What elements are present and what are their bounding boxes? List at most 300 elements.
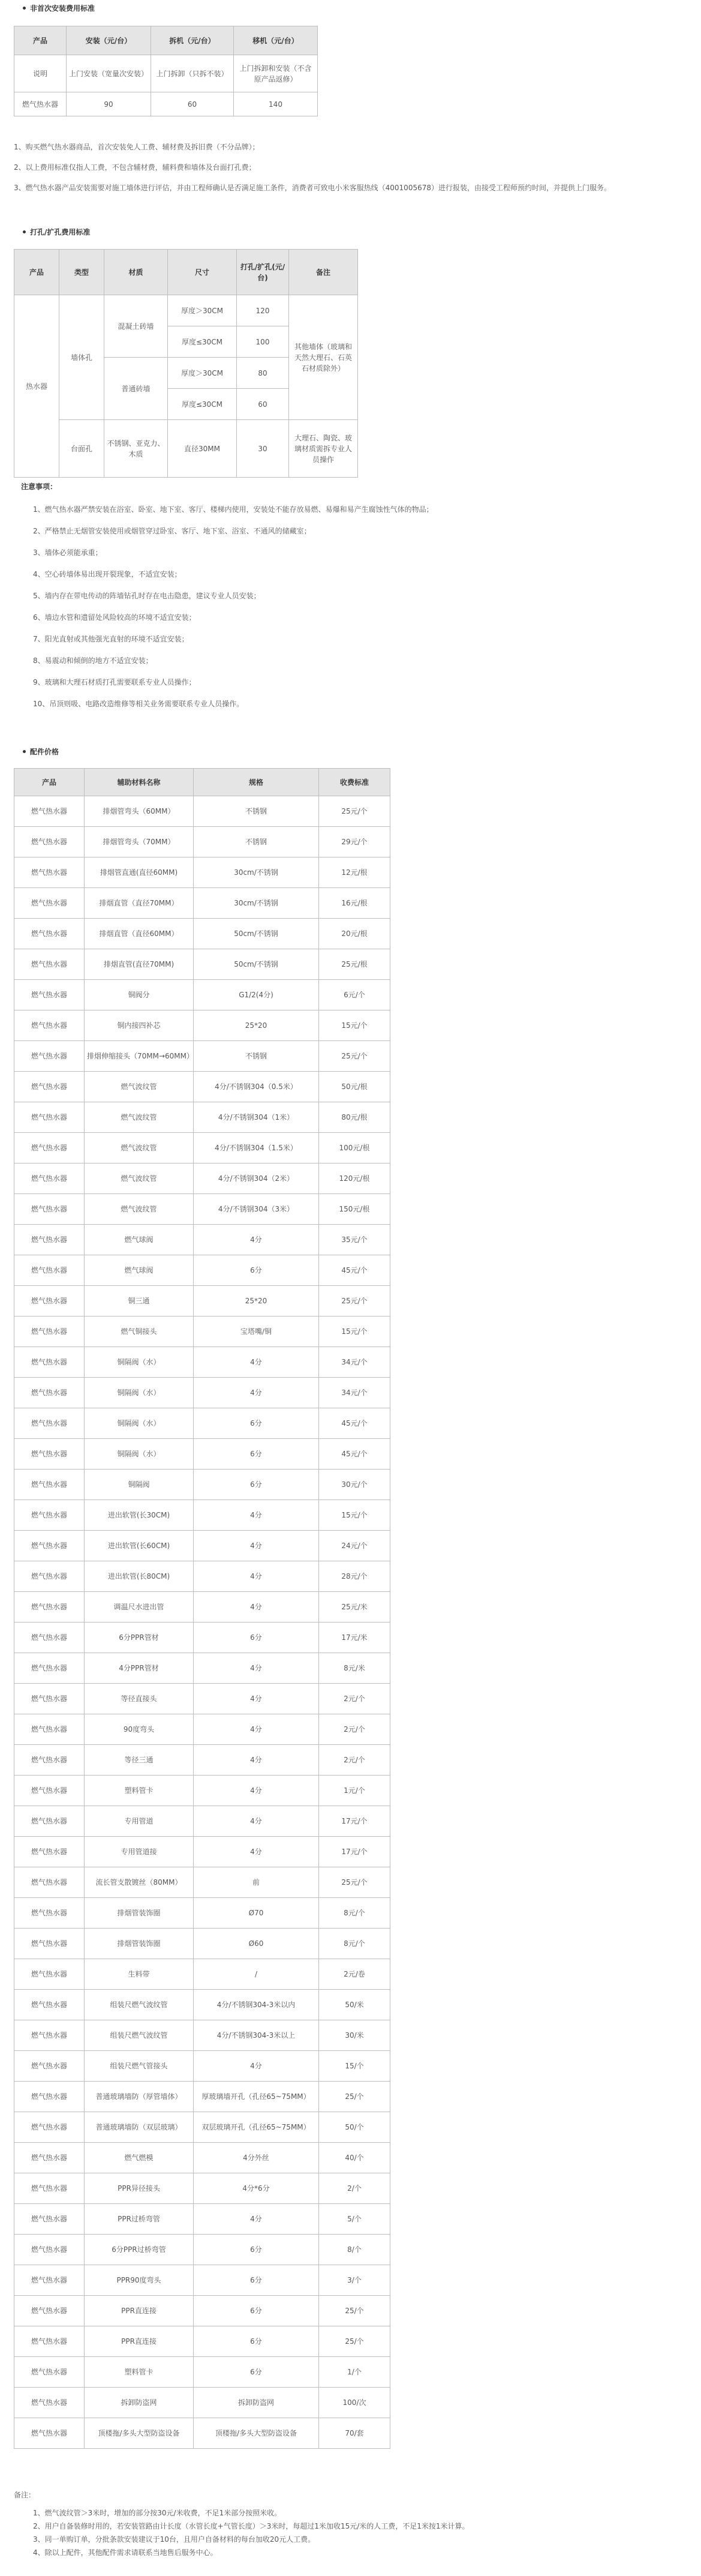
header-cell: 备注	[289, 250, 358, 295]
cell: 流长管支散镀丝（80MM）	[85, 1867, 194, 1898]
cell: 燃气热水器	[14, 1592, 85, 1623]
cell: Ø70	[194, 1898, 319, 1929]
cell: 燃气热水器	[14, 1470, 85, 1500]
table-row	[14, 1898, 390, 1929]
cell: PPR直连接	[85, 2326, 194, 2357]
cell: 8元/个	[319, 1929, 390, 1959]
cell: 顶楼拖/多头大型防盗设备	[85, 2418, 194, 2449]
table-row	[14, 92, 318, 116]
note-item: 1、购买燃气热水器商品，首次安装免人工费、辅材费及拆旧费（不分品牌）；	[14, 143, 260, 151]
notes2-list	[0, 504, 701, 709]
cell: 2元/个	[319, 1714, 390, 1745]
table-row	[14, 1408, 390, 1439]
cell: 120元/根	[319, 1163, 390, 1194]
cell: 燃气热水器	[14, 1745, 85, 1776]
table-row	[14, 1010, 390, 1041]
cell: 25元/根	[319, 949, 390, 980]
cell: 6分PPR管材	[85, 1623, 194, 1653]
cell: 4分	[194, 1500, 319, 1531]
notes3-title: 备注：	[14, 2491, 36, 2499]
cell: 燃气波纹管	[85, 1194, 194, 1225]
cell: 说明	[14, 55, 67, 92]
cell: 燃气热水器	[14, 2326, 85, 2357]
cell: 拆卸防盗网	[85, 2388, 194, 2418]
cell: 4分	[194, 1745, 319, 1776]
cell: 墙体孔	[59, 295, 104, 420]
cell: 20元/根	[319, 919, 390, 949]
cell: 铜隔阀（水）	[85, 1439, 194, 1470]
table-row	[14, 1317, 390, 1347]
cell: 燃气热水器	[14, 1255, 85, 1286]
cell: G1/2(4分)	[194, 980, 319, 1010]
cell: 燃气热水器	[14, 1837, 85, 1867]
cell: 燃气热水器	[14, 2388, 85, 2418]
table-row	[14, 1959, 390, 1990]
table-row	[14, 55, 318, 92]
table-row	[14, 980, 390, 1010]
list-item: 3、墙体必须能承重；	[33, 548, 103, 557]
notes2	[0, 481, 701, 709]
cell: 普通玻璃墙防（双层玻璃）	[85, 2112, 194, 2143]
table-row	[14, 1194, 390, 1225]
cell: 25元/个	[319, 1286, 390, 1317]
cell: 25元/个	[319, 796, 390, 827]
cell: 铜阀分	[85, 980, 194, 1010]
cell: 铜隔阀	[85, 1470, 194, 1500]
table-row	[14, 1806, 390, 1837]
cell: 25元/个	[319, 1041, 390, 1072]
table-row	[14, 1041, 390, 1072]
cell: 17元/个	[319, 1837, 390, 1867]
cell: 1/个	[319, 2357, 390, 2388]
cell: 燃气热水器	[14, 2143, 85, 2173]
header-cell: 移机（元/台）	[234, 26, 318, 55]
cell: 60	[151, 92, 234, 116]
cell: 燃气热水器	[14, 980, 85, 1010]
cell: 燃气热水器	[14, 1500, 85, 1531]
cell: 进出软管(长30CM)	[85, 1500, 194, 1531]
cell: 普通砖墙	[104, 358, 168, 420]
cell: 30	[237, 420, 289, 478]
table-row	[14, 1102, 390, 1133]
cell: 150元/根	[319, 1194, 390, 1225]
cell: 2元/个	[319, 1684, 390, 1714]
cell: 30cm/不锈钢	[194, 888, 319, 919]
cell: 4分外丝	[194, 2143, 319, 2173]
cell: 燃气波纹管	[85, 1133, 194, 1163]
cell: 等径直接头	[85, 1684, 194, 1714]
cell: 等径三通	[85, 1745, 194, 1776]
cell: 2/个	[319, 2173, 390, 2204]
table-row	[14, 1255, 390, 1286]
cell: 12元/根	[319, 857, 390, 888]
cell: 80	[237, 358, 289, 389]
cell: 双层玻璃开孔（孔径65~75MM）	[194, 2112, 319, 2143]
cell: 大理石、陶瓷、玻璃材质需拆专业人员操作	[289, 420, 358, 478]
cell: 4分	[194, 1653, 319, 1684]
cell: 宝塔嘴/铜	[194, 1317, 319, 1347]
cell: 70/套	[319, 2418, 390, 2449]
list-item: 10、吊顶则吸、电路改造维修等相关业务需要联系专业人员操作。	[33, 700, 244, 708]
header-cell: 收费标准	[319, 769, 390, 796]
cell: 排烟直管（直径60MM）	[85, 919, 194, 949]
cell: 50/米	[319, 1990, 390, 2020]
table-row	[14, 1929, 390, 1959]
list-item: 5、墙内存在带电传动的阵墙钻孔时存在电击隐患，建议专业人员安装；	[33, 592, 261, 600]
cell: 燃气热水器	[14, 2051, 85, 2082]
list-item: 4、空心砖墙体易出现开裂现象，不适宜安装；	[33, 570, 182, 578]
cell: 燃气热水器	[14, 1959, 85, 1990]
cell: 4分/不锈钢304（1.5米）	[194, 1133, 319, 1163]
cell: 燃气热水器	[14, 2020, 85, 2051]
table-row	[14, 420, 358, 478]
cell: PPR异径接头	[85, 2173, 194, 2204]
cell: 6分	[194, 2357, 319, 2388]
cell: 50/个	[319, 2112, 390, 2143]
cell: 35元/个	[319, 1225, 390, 1255]
cell: 4分/不锈钢304-3米以内	[194, 1990, 319, 2020]
list-item: 9、玻璃和大理石材质打孔需要联系专业人员操作；	[33, 678, 196, 686]
bullet-icon	[23, 750, 26, 753]
table-row	[14, 1225, 390, 1255]
cell: 6分	[194, 1439, 319, 1470]
header-cell: 尺寸	[168, 250, 237, 295]
cell: 进出软管(长80CM)	[85, 1561, 194, 1592]
cell: 专用管道	[85, 1806, 194, 1837]
cell: 50cm/不锈钢	[194, 919, 319, 949]
cell: 34元/个	[319, 1347, 390, 1378]
cell: 25/个	[319, 2082, 390, 2112]
cell: 燃气热水器	[14, 1867, 85, 1898]
cell: 厚玻璃墙开孔（孔径65~75MM）	[194, 2082, 319, 2112]
cell: 8/个	[319, 2235, 390, 2265]
cell: 燃气热水器	[14, 2204, 85, 2235]
cell: 燃气热水器	[14, 1286, 85, 1317]
header-cell: 打孔/扩孔(元/台)	[237, 250, 289, 295]
cell: 120	[237, 295, 289, 326]
cell: 50cm/不锈钢	[194, 949, 319, 980]
cell: 45元/个	[319, 1255, 390, 1286]
cell: /	[194, 1959, 319, 1990]
table-row	[14, 1592, 390, 1623]
cell: 30元/个	[319, 1470, 390, 1500]
note-item: 2、以上费用标准仅指人工费，不包含辅材费，辅料费和墙体及台面打孔费；	[14, 163, 256, 172]
cell: 燃气波纹管	[85, 1163, 194, 1194]
cell: 燃气热水器	[14, 1194, 85, 1225]
cell: 6分	[194, 2265, 319, 2296]
list-item: 2、用户自备装修时用的，若安装管路由计长度（水管长度+气管长度）＞3米时，每超过1米加收15元/米的人工费，不足1米按1米计算。	[33, 2522, 470, 2530]
cell: 塑料管卡	[85, 2357, 194, 2388]
cell: 厚度≤30CM	[168, 326, 237, 358]
cell: 厚度≤30CM	[168, 389, 237, 420]
cell: 6分	[194, 1623, 319, 1653]
cell: 燃气热水器	[14, 92, 67, 116]
cell: Ø60	[194, 1929, 319, 1959]
table-row	[14, 1347, 390, 1378]
cell: 100元/根	[319, 1133, 390, 1163]
cell: 燃气热水器	[14, 1133, 85, 1163]
table-header	[14, 769, 390, 796]
cell: 25/个	[319, 2326, 390, 2357]
cell: 4分/不锈钢304（2米）	[194, 1163, 319, 1194]
cell: 燃气热水器	[14, 1531, 85, 1561]
cell: 28元/个	[319, 1561, 390, 1592]
table-row	[14, 827, 390, 857]
cell: 燃气热水器	[14, 1439, 85, 1470]
table-row	[14, 2112, 390, 2143]
table-row	[14, 1133, 390, 1163]
cell: 燃气热水器	[14, 1990, 85, 2020]
cell: 15元/个	[319, 1317, 390, 1347]
table-row	[14, 1286, 390, 1317]
cell: 16元/根	[319, 888, 390, 919]
cell: 燃气热水器	[14, 796, 85, 827]
cell: 6元/个	[319, 980, 390, 1010]
cell: 厚度＞30CM	[168, 295, 237, 326]
cell: 燃气热水器	[14, 949, 85, 980]
cell: 直径30MM	[168, 420, 237, 478]
cell: 不锈钢	[194, 796, 319, 827]
cell: 排烟管直通(直径60MM)	[85, 857, 194, 888]
cell: 燃气热水器	[14, 1929, 85, 1959]
table-row	[14, 1500, 390, 1531]
table-row	[14, 2326, 390, 2357]
cell: 4分	[194, 1225, 319, 1255]
cell: 4分	[194, 1592, 319, 1623]
section3	[0, 746, 701, 2437]
cell: 50元/根	[319, 1072, 390, 1102]
cell: 燃气热水器	[14, 1623, 85, 1653]
cell: PPR90度弯头	[85, 2265, 194, 2296]
cell: 组装尺燃气管接头	[85, 2051, 194, 2082]
cell: 燃气热水器	[14, 1317, 85, 1347]
cell: 燃气球阀	[85, 1225, 194, 1255]
notes3	[0, 2490, 701, 2558]
cell: 140	[234, 92, 318, 116]
cell: 4分	[194, 1714, 319, 1745]
table-row	[14, 919, 390, 949]
table-row	[14, 1990, 390, 2020]
cell: 45元/个	[319, 1439, 390, 1470]
cell: PPR过桥弯管	[85, 2204, 194, 2235]
cell: 25/个	[319, 2296, 390, 2326]
cell: 燃气热水器	[14, 1010, 85, 1041]
table-row	[14, 2357, 390, 2388]
cell: 4分/不锈钢304（0.5米）	[194, 1072, 319, 1102]
cell: 燃气热水器	[14, 1378, 85, 1408]
cell: 15元/个	[319, 1010, 390, 1041]
cell: 6分	[194, 1408, 319, 1439]
cell: 燃气波纹管	[85, 1102, 194, 1133]
list-item: 4、除以上配件，其他配件需求请联系当地售后服务中心。	[33, 2548, 218, 2557]
cell: 组装尺燃气波纹管	[85, 1990, 194, 2020]
table-header	[14, 26, 318, 55]
cell: 燃气铜接头	[85, 1317, 194, 1347]
cell: 顶楼拖/多头大型防盗设备	[194, 2418, 319, 2449]
cell: 台面孔	[59, 420, 104, 478]
cell: 4分	[194, 2204, 319, 2235]
cell: 6分	[194, 2235, 319, 2265]
table-row	[14, 1439, 390, 1470]
table-row	[14, 1163, 390, 1194]
section2-title: 打孔/扩孔费用标准	[0, 227, 701, 238]
table-row	[14, 1837, 390, 1867]
cell: 排烟伸缩接头（70MM→60MM）	[85, 1041, 194, 1072]
cell: 40/个	[319, 2143, 390, 2173]
cell: 1元/个	[319, 1776, 390, 1806]
header-cell: 产品	[14, 769, 85, 796]
cell: 4分*6分	[194, 2173, 319, 2204]
table-row	[14, 2082, 390, 2112]
cell: PPR直连接	[85, 2296, 194, 2326]
cell: 燃气热水器	[14, 2112, 85, 2143]
bullet-icon	[23, 7, 26, 10]
table-row	[14, 1714, 390, 1745]
table-row	[14, 2296, 390, 2326]
cell: 4分/不锈钢304-3米以上	[194, 2020, 319, 2051]
cell: 不锈钢、亚克力、木质	[104, 420, 168, 478]
cell: 4分	[194, 1347, 319, 1378]
section1-title: 非首次安装费用标准	[0, 3, 701, 14]
cell: 34元/个	[319, 1378, 390, 1408]
cell: 普通玻璃墙防（厚管墙体）	[85, 2082, 194, 2112]
cell: 60	[237, 389, 289, 420]
table-row	[14, 1623, 390, 1653]
cell: 燃气波纹管	[85, 1072, 194, 1102]
cell: 拆卸防盗网	[194, 2388, 319, 2418]
cell: 排烟管装饰圈	[85, 1898, 194, 1929]
cell: 铜三通	[85, 1286, 194, 1317]
section1	[0, 3, 701, 109]
cell: 6分	[194, 1255, 319, 1286]
cell: 45元/个	[319, 1408, 390, 1439]
cell: 4分PPR管材	[85, 1653, 194, 1684]
table-row	[14, 2173, 390, 2204]
cell: 上门拆卸和安装（不含原产品返修）	[234, 55, 318, 92]
cell: 4分	[194, 2051, 319, 2082]
list-item: 1、燃气波纹管＞3米时，增加的部分按30元/米收费，不足1米部分按照米收。	[33, 2509, 282, 2517]
cell: 组装尺燃气波纹管	[85, 2020, 194, 2051]
cell: 燃气热水器	[14, 1225, 85, 1255]
cell: 80元/根	[319, 1102, 390, 1133]
cell: 燃气热水器	[14, 2418, 85, 2449]
table-row	[14, 1561, 390, 1592]
table-row	[14, 796, 390, 827]
cell: 燃气热水器	[14, 857, 85, 888]
table-row	[14, 1684, 390, 1714]
cell: 燃气热水器	[14, 2173, 85, 2204]
cell: 17元/个	[319, 1806, 390, 1837]
cell: 燃气热水器	[14, 888, 85, 919]
header-cell: 安装（元/台）	[67, 26, 151, 55]
header-cell: 类型	[59, 250, 104, 295]
cell: 燃气热水器	[14, 1898, 85, 1929]
cell: 上门拆卸（只拆不装）	[151, 55, 234, 92]
cell: 热水器	[14, 295, 59, 478]
header-cell: 辅助材料名称	[85, 769, 194, 796]
cell: 5/个	[319, 2204, 390, 2235]
cell: 铜内接四补芯	[85, 1010, 194, 1041]
list-item: 6、墙边水管和遗留处风险较高的环境不适宜安装；	[33, 613, 196, 622]
cell: 燃气热水器	[14, 1653, 85, 1684]
cell: 燃气球阀	[85, 1255, 194, 1286]
table-row	[14, 2020, 390, 2051]
table-row	[14, 888, 390, 919]
cell: 燃气热水器	[14, 2235, 85, 2265]
cell: 铜隔阀（水）	[85, 1408, 194, 1439]
cell: 燃气热水器	[14, 2296, 85, 2326]
cell: 4分	[194, 1684, 319, 1714]
cell: 燃气热水器	[14, 1684, 85, 1714]
table-row	[14, 295, 358, 326]
cell: 燃气燃模	[85, 2143, 194, 2173]
cell: 不锈钢	[194, 827, 319, 857]
cell: 排烟管弯头（70MM）	[85, 827, 194, 857]
cell: 4分	[194, 1378, 319, 1408]
list-item: 7、阳光直射或其他强光直射的环境不适宜安装；	[33, 635, 189, 643]
cell: 排烟管装饰圈	[85, 1929, 194, 1959]
notes2-title: 注意事项：	[21, 482, 58, 491]
cell: 排烟管弯头（60MM）	[85, 796, 194, 827]
notes1	[0, 142, 701, 193]
cell: 燃气热水器	[14, 1776, 85, 1806]
header-cell: 材质	[104, 250, 168, 295]
cell: 25*20	[194, 1286, 319, 1317]
cell: 调温尺水进出管	[85, 1592, 194, 1623]
cell: 其他墙体（玻璃和天然大理石、石英石材质除外）	[289, 295, 358, 420]
notes3-list	[0, 2508, 701, 2558]
table-row	[14, 2418, 390, 2449]
cell: 3/个	[319, 2265, 390, 2296]
cell: 4分	[194, 1531, 319, 1561]
cell: 17元/米	[319, 1623, 390, 1653]
cell: 燃气热水器	[14, 919, 85, 949]
section3-title: 配件价格	[0, 746, 701, 757]
cell: 15元/个	[319, 1500, 390, 1531]
cell: 燃气热水器	[14, 1806, 85, 1837]
cell: 前	[194, 1867, 319, 1898]
table-row	[14, 949, 390, 980]
table-header	[14, 250, 358, 295]
cell: 4分	[194, 1776, 319, 1806]
cell: 生料带	[85, 1959, 194, 1990]
cell: 燃气热水器	[14, 1347, 85, 1378]
cell: 2元/个	[319, 1745, 390, 1776]
table-row	[14, 1745, 390, 1776]
table-row	[14, 2204, 390, 2235]
table-row	[14, 2143, 390, 2173]
section2	[0, 227, 701, 464]
cell: 燃气热水器	[14, 1408, 85, 1439]
cell: 8元/米	[319, 1653, 390, 1684]
table-row	[14, 2051, 390, 2082]
cell: 燃气热水器	[14, 2082, 85, 2112]
cell: 15/个	[319, 2051, 390, 2082]
cell: 厚度＞30CM	[168, 358, 237, 389]
list-item: 8、易震动和倾倒的地方不适宜安装；	[33, 656, 153, 665]
install-fee-table	[14, 26, 318, 116]
cell: 100	[237, 326, 289, 358]
cell: 燃气热水器	[14, 1714, 85, 1745]
cell: 2元/卷	[319, 1959, 390, 1990]
cell: 6分	[194, 2296, 319, 2326]
cell: 铜隔阀（水）	[85, 1378, 194, 1408]
table-row	[14, 1867, 390, 1898]
cell: 4分	[194, 1561, 319, 1592]
table-row	[14, 1776, 390, 1806]
table-row	[14, 1378, 390, 1408]
table-row	[14, 2388, 390, 2418]
